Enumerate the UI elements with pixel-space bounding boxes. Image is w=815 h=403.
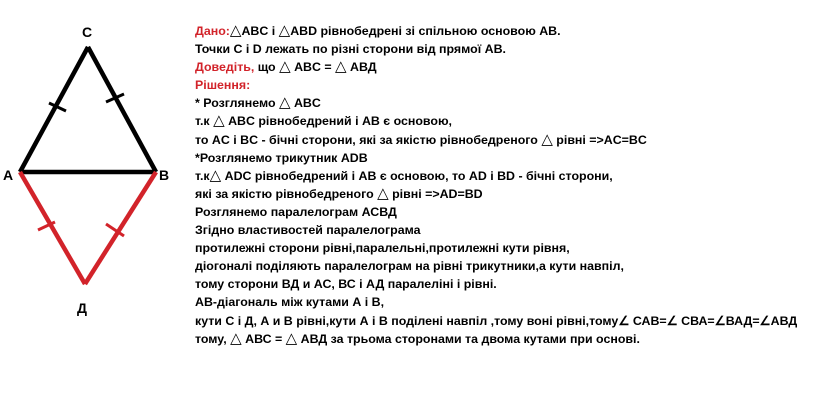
prove-text: АВД [346, 60, 377, 75]
label-b: В [159, 167, 170, 183]
solution-line: кути С і Д, А и В рівні,кути А і В поділені навпіл ,тому воні рівні,тому∠ САВ=∠ СВА=∠ВАД=∠АВД [195, 313, 798, 328]
solution-line: *Розглянемо трикутник ADB [195, 150, 368, 165]
solution-line: тому сторони ВД и АС, ВС і АД паралеліні і рівні. [195, 277, 497, 292]
triangle-icon: △ [541, 130, 553, 148]
solution-line [195, 94, 810, 112]
solution-line: протилежні сторони рівні,паралельні,протилежні кути рівня, [195, 241, 570, 256]
segment-bd [85, 172, 156, 284]
solution-line [195, 131, 810, 149]
triangle-icon: △ [377, 184, 389, 202]
solution-text: * Розглянемо [195, 96, 279, 111]
prove-text: що [254, 60, 280, 75]
solution-line: Розглянемо паралелограм АСВД [195, 204, 397, 219]
segment-ad [20, 172, 85, 284]
given-label: Дано: [195, 24, 230, 38]
given-text: ABC і [241, 24, 279, 38]
triangle-icon: △ [230, 329, 242, 347]
geometry-figure [0, 0, 200, 330]
solution-line: діогоналі поділяють паралелограм на рівні трикутники,а кути навпіл, [195, 259, 624, 274]
solution-text: АВД за трьома сторонами та двома кутами при основі. [297, 331, 640, 346]
label-d: Д [77, 300, 87, 316]
solution-line: Згідно властивостей паралелограма [195, 223, 421, 238]
triangle-icon: △ [278, 94, 291, 112]
prove-text: ABC = [290, 60, 336, 75]
solution-text: які за якістю рівнобедреного [195, 186, 378, 201]
solution-text: тому, [195, 331, 231, 346]
label-a: А [3, 167, 14, 183]
solution-text: ABC рівнобедрений і AB є основою, [224, 114, 452, 129]
solution-text: т.к [195, 168, 210, 183]
solution-text: то AC і BC - бічні сторони, які за якістю рівнобедреного [195, 132, 542, 147]
solution-line [195, 330, 810, 348]
triangle-icon: △ [209, 166, 222, 184]
prove-line [195, 58, 810, 76]
triangle-icon: △ [229, 22, 242, 39]
given-text: ABD рівнобедрені зі спільною основою AB. [290, 24, 561, 38]
solution-line: АВ-діагональ між кутами А і В, [195, 295, 385, 310]
solution-text: ABC [290, 96, 321, 111]
triangle-icon: △ [213, 112, 225, 130]
solution-text: рівні =>AC=BC [552, 132, 647, 147]
solution-label: Рішення: [195, 78, 251, 93]
triangle-icon: △ [285, 329, 298, 347]
solution-line [195, 185, 810, 203]
segment-ac [20, 47, 88, 172]
given-line-2: Точки C і D лежать по різні сторони від прямої AB. [195, 42, 506, 57]
solution-text: т.к [195, 114, 214, 129]
segment-cb [88, 47, 156, 172]
solution-text [195, 22, 810, 348]
solution-line [195, 112, 810, 130]
solution-text: рівні =>AD=BD [388, 186, 483, 201]
triangle-icon: △ [279, 58, 291, 76]
label-c: С [82, 24, 93, 40]
given-line [195, 22, 810, 40]
solution-text: АВС = [241, 331, 286, 346]
prove-label: Доведіть, [195, 60, 255, 75]
triangle-icon: △ [278, 22, 291, 39]
solution-text: ADC рівнобедрений і AB є основою, то AD і BD - бічні сторони, [221, 168, 613, 183]
triangle-icon: △ [335, 58, 347, 76]
solution-line [195, 167, 810, 185]
